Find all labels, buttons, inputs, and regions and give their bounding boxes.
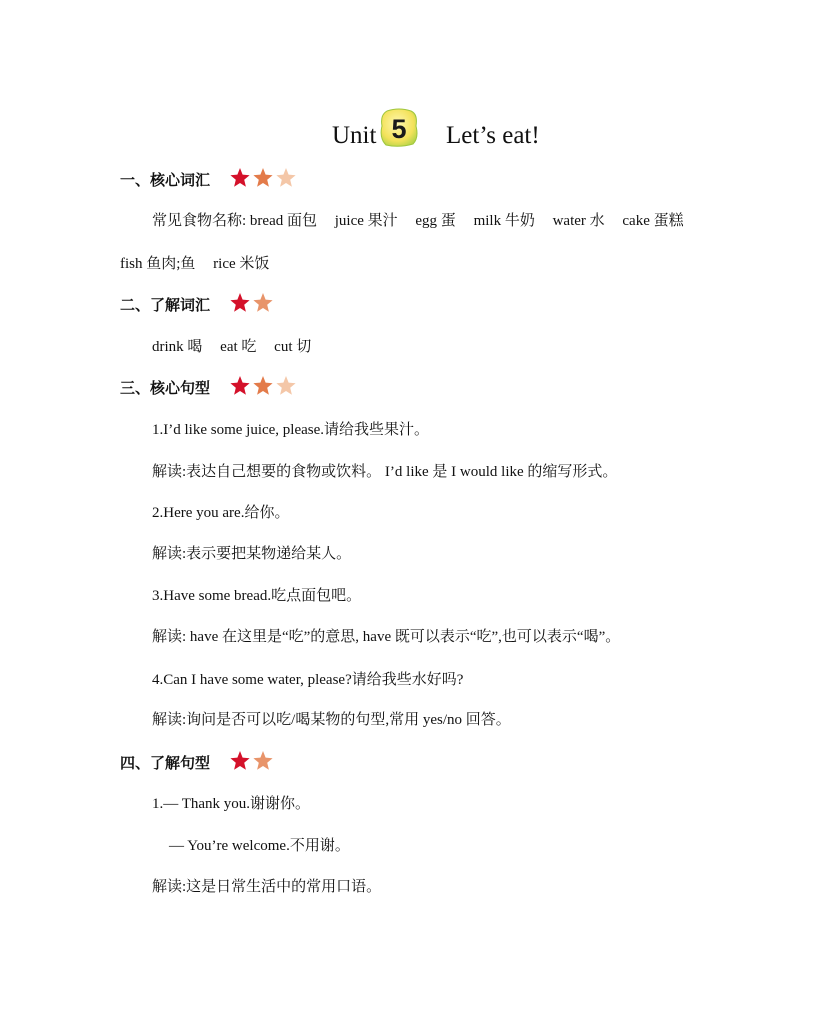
vocab-item: cut 切 [274,339,312,355]
star-icon [230,751,249,770]
section-heading-core-sentences: 三、核心句型 [120,379,211,397]
sentence-line: 3.Have some bread.吃点面包吧。 [152,588,362,604]
sentence-line: 4.Can I have some water, please?请给我些水好吗? [152,672,464,688]
dialogue-line: — You’re welcome.不用谢。 [169,838,350,854]
vocab-item: eat 吃 [220,339,257,355]
vocab-item: 常见食物名称: bread 面包 [152,213,317,229]
sentence-line: 2.Here you are.给你。 [152,505,290,521]
explanation-line: 解读:询问是否可以吃/喝某物的句型,常用 yes/no 回答。 [152,712,511,728]
star-icon [253,376,272,395]
dialogue-line: 1.— Thank you.谢谢你。 [152,796,311,812]
vocab-item: cake 蛋糕 [622,213,684,229]
vocab-item: drink 喝 [152,339,203,355]
vocab-item: rice 米饭 [213,256,270,272]
rating-stars [229,291,277,315]
vocab-item: fish 鱼肉;鱼 [120,256,196,272]
star-icon [230,376,249,395]
unit-number: 5 [391,114,407,144]
vocab-line [120,253,269,275]
unit-number-badge [379,108,419,148]
sentence-line: 1.I’d like some juice, please.请给我些果汁。 [152,422,430,438]
rating-stars [229,374,299,398]
title-unit: Unit [332,122,377,149]
rating-stars [229,749,277,773]
vocab-item: water 水 [552,213,605,229]
star-half-icon [276,376,295,395]
vocab-item: egg 蛋 [415,213,456,229]
explanation-line: 解读:表示要把某物递给某人。 [152,546,352,562]
vocab-line [152,210,684,232]
star-half-icon [253,293,272,312]
rating-stars [229,166,299,190]
title-subtitle: Let’s eat! [446,122,540,149]
vocab-item: milk 牛奶 [473,213,535,229]
explanation-line: 解读:这是日常生活中的常用口语。 [152,879,382,895]
star-icon [253,168,272,187]
star-icon [230,168,249,187]
section-heading-learn-vocab: 二、了解词汇 [120,296,211,314]
section-heading-learn-sentences: 四、了解句型 [120,754,211,772]
page-title [0,104,825,154]
star-half-icon [276,168,295,187]
explanation-line: 解读: have 在这里是“吃”的意思, have 既可以表示“吃”,也可以表示“喝”。 [152,629,621,645]
star-icon [230,293,249,312]
section-heading-core-vocab: 一、核心词汇 [120,171,211,189]
explanation-line: 解读:表达自己想要的食物或饮料。 I’d like 是 I would like 的缩写形式。 [152,464,618,480]
vocab-line [152,336,311,358]
vocab-item: juice 果汁 [334,213,398,229]
star-half-icon [253,751,272,770]
